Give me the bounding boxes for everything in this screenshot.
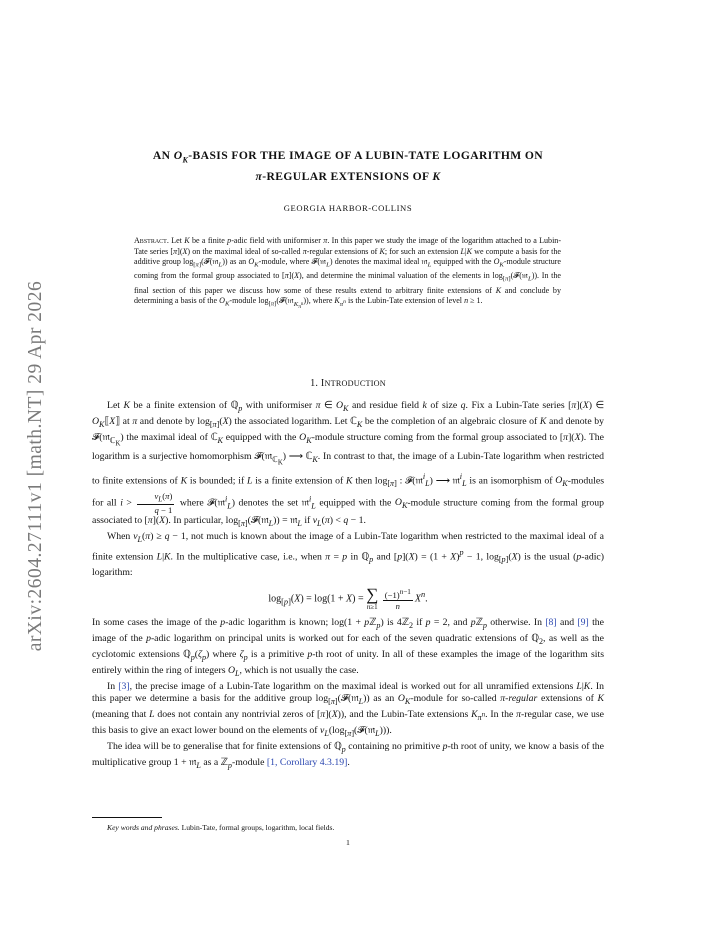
paper-title — [92, 147, 604, 185]
citation-1[interactable]: [1, Corollary 4.3.19] — [266, 756, 348, 768]
footnote-divider — [92, 817, 162, 818]
page-number: 1 — [346, 838, 350, 847]
logarithm-formula: $\log_{[p]}(X) = \log(1 + X)$ = ∑ n≥1 $\frac{(-1)^{n-1}}{n}$ $X^n$. — [268, 585, 428, 612]
title-line-1: AN $O_K$-BASIS FOR THE IMAGE OF A LUBIN-TATE LOGARITHM ON — [152, 149, 544, 165]
abstract: Abstract. Let K be a finite p-adic field with uniformiser π. In this paper we study the image of the logarithm attached to a Lubin-Tate series [π](X) on the maximal ideal of so-called π-regular extensions of K; for such an extension L|K we compute a basis for the additive group $\log_{[\pi]}(𝓕(𝔪_L))$ as an $O_K$-module, where 𝓕(𝔪$_L$) denotes the maximal ideal 𝔪$_L$ equipped with the $O_K$-module structure coming from the formal group associated to [π](X), and determine the minimal valuation of the elements in $\log_{[\pi]}(𝓕(𝔪_L))$. In the final section of this paper we discuss how some of these results extend to arbitrary finite extensions of K and conclude by determining a basis of the $O_K$-module $\log_{[\pi]}(𝓕(𝔪_{K_{\pi^n}}))$, where $K_{\pi^n}$ is the Lubin-Tate extension of level n ≥ 1. — [134, 236, 562, 311]
footnote-text: Lubin-Tate, formal groups, logarithm, local fields. — [181, 823, 335, 832]
abstract-label: Abstract. — [134, 236, 169, 245]
footnote-label: Key words and phrases. — [107, 823, 180, 832]
footnote — [107, 823, 334, 832]
paragraph-2: When $v_L(\pi) \ge q - 1$, not much is known about the image of a Lubin-Tate logarithm when restricted to the maximal ideal of a finite extension L|K. In the multiplicative case, i.e., when π = p in ℚ$_p$ and $[p](X) = (1 + X)^p - 1$, $\log_{[p]}(X)$ is the usual (p-adic) logarithm: — [92, 531, 604, 579]
section-heading: 1. INTRODUCTION — [310, 378, 386, 389]
citation-8[interactable]: [8] — [545, 617, 557, 629]
paragraph-1: Let K be a finite extension of ℚ$_p$ with uniformiser π ∈ $O_K$ and residue field k of size q. Fix a Lubin-Tate series [π](X) ∈ $O_K⟦X⟧$ at π and denote by $\log_{[\pi]}(X)$ the associated logarithm. Let ℂ$_K$ be the completion of an algebraic closure of K and denote by 𝓕(𝔪$_{ℂ_K}$) the maximal ideal of ℂ$_K$ equipped with the $O_K$-module structure coming from the formal group associated to [π](X). The logarithm is a surjective homomorphism 𝓕(𝔪$_{ℂ_K}$) ⟶ ℂ$_K$. In contrast to that, the image of a Lubin-Tate logarithm when restricted to finite extensions of K is bounded; if L is a finite extension of K then $\log_{[\pi]}$ : 𝓕(𝔪$^i_L$) ⟶ 𝔪$^i_L$ is an isomorphism of $O_K$-modules for all i > $\frac{v_L(\pi)}{q - 1}$ where 𝓕(𝔪$^i_L$) denotes the set 𝔪$^i_L$ equipped with the $O_K$-module structure coming from the formal group associated to [π](X). In particular, $\log_{[\pi]}(𝓕(𝔪_L))$ = 𝔪$_L$ if $v_L(\pi) < q - 1$. — [92, 400, 605, 529]
author-name: GEORGIA HARBOR-COLLINS — [283, 203, 413, 213]
arxiv-identifier[interactable]: arXiv:2604.27111v1 [math.NT] 29 Apr 2026 — [25, 280, 46, 652]
title-line-2: π-REGULAR EXTENSIONS OF K — [255, 170, 441, 184]
paragraph-5: The idea will be to generalise that for finite extensions of ℚ$_p$ containing no primitive p-th root of unity, we know a basis of the multiplicative group 1 + 𝔪$_L$ as a ℤ$_p$-module [1, Corollary 4.3.19]. — [92, 740, 604, 770]
citation-9[interactable]: [9] — [577, 617, 589, 629]
paragraph-3: In some cases the image of the p-adic logarithm is known; log(1 + pℤ$_p$) is 4ℤ$_2$ if p = 2, and pℤ$_p$ otherwise. In [8] and [9] the image of the p-adic logarithm on principal units is worked out for each of the seven quadratic extensions of ℚ$_2$, as well as the cyclotomic extensions $ℚ_p(\zeta_p)$ where $\zeta_p$ is a primitive p-th root of unity. In all of these examples the image of the logarithm sits entirely within the ring of integers $O_L$, which is not usually the case. — [92, 617, 605, 678]
paragraph-4: In [3], the precise image of a Lubin-Tate logarithm on the maximal ideal is worked out for all unramified extensions L|K. In this paper we determine a basis for the additive group $\log_{[\pi]}(𝓕(𝔪_L))$ as an $O_K$-module for so-called π-regular extensions of K (meaning that L does not contain any nontrivial zeros of [π](X)), and the Lubin-Tate extensions $K_{\pi^n}$. In the π-regular case, we use this basis to give an exact lower bound on the elements of $v_L(\log_{[\pi]}(𝓕(𝔪_L)))$. — [92, 680, 605, 739]
introduction-body — [92, 400, 604, 773]
citation-3[interactable]: [3] — [118, 680, 130, 692]
